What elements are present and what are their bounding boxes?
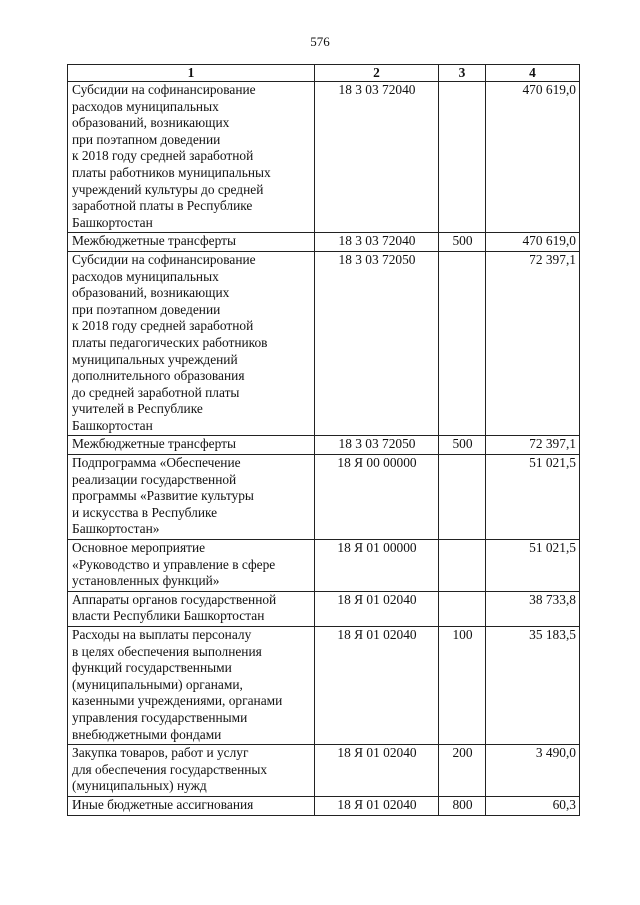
row-name: Межбюджетные трансферты <box>68 436 315 455</box>
row-name: Субсидии на софинансирование расходов муниципальных образований, возникающих при поэтапном доведении к 2018 году средней заработной платы педагогических работников муниципальных учреждений дополнительного образования до средней заработной платы учителей в Республике Башкортостан <box>68 251 315 436</box>
table-row <box>68 82 580 233</box>
table-row <box>68 233 580 252</box>
column-header-3: 3 <box>439 65 486 82</box>
column-header-4: 4 <box>486 65 580 82</box>
row-code: 18 3 03 72050 <box>315 436 439 455</box>
row-amount: 35 183,5 <box>486 627 580 745</box>
row-code: 18 Я 01 02040 <box>315 627 439 745</box>
table-row <box>68 796 580 815</box>
row-code: 18 3 03 72050 <box>315 251 439 436</box>
table-row <box>68 455 580 540</box>
budget-table <box>67 64 580 816</box>
table-row <box>68 251 580 436</box>
row-name: Иные бюджетные ассигнования <box>68 796 315 815</box>
table-row <box>68 591 580 626</box>
row-name: Закупка товаров, работ и услуг для обеспечения государственных (муниципальных) нужд <box>68 745 315 797</box>
row-code: 18 Я 01 02040 <box>315 591 439 626</box>
table-row <box>68 436 580 455</box>
table-row <box>68 627 580 745</box>
row-expense-type <box>439 455 486 540</box>
row-code: 18 Я 00 00000 <box>315 455 439 540</box>
row-name: Межбюджетные трансферты <box>68 233 315 252</box>
row-expense-type: 100 <box>439 627 486 745</box>
row-amount: 72 397,1 <box>486 251 580 436</box>
row-expense-type: 800 <box>439 796 486 815</box>
row-amount: 51 021,5 <box>486 540 580 592</box>
row-code: 18 Я 01 02040 <box>315 745 439 797</box>
row-expense-type: 500 <box>439 436 486 455</box>
row-name: Основное мероприятие «Руководство и управление в сфере установленных функций» <box>68 540 315 592</box>
column-header-1: 1 <box>68 65 315 82</box>
table-row <box>68 745 580 797</box>
row-code: 18 3 03 72040 <box>315 233 439 252</box>
row-name: Подпрограмма «Обеспечение реализации государственной программы «Развитие культуры и искусства в Республике Башкортостан» <box>68 455 315 540</box>
row-expense-type <box>439 591 486 626</box>
row-expense-type: 500 <box>439 233 486 252</box>
row-amount: 72 397,1 <box>486 436 580 455</box>
table-row <box>68 540 580 592</box>
row-amount: 3 490,0 <box>486 745 580 797</box>
page-number: 576 <box>310 34 330 49</box>
row-expense-type: 200 <box>439 745 486 797</box>
row-name: Расходы на выплаты персоналу в целях обеспечения выполнения функций государственными (муниципальными) органами, казенными учреждениями, органами управления государственными внебюджетными фондами <box>68 627 315 745</box>
row-amount: 38 733,8 <box>486 591 580 626</box>
table-header-row <box>68 65 580 82</box>
row-amount: 470 619,0 <box>486 82 580 233</box>
row-expense-type <box>439 82 486 233</box>
row-name: Субсидии на софинансирование расходов муниципальных образований, возникающих при поэтапном доведении к 2018 году средней заработной платы работников муниципальных учреждений культуры до средней заработной платы в Республике Башкортостан <box>68 82 315 233</box>
row-amount: 60,3 <box>486 796 580 815</box>
column-header-2: 2 <box>315 65 439 82</box>
row-code: 18 3 03 72040 <box>315 82 439 233</box>
row-code: 18 Я 01 02040 <box>315 796 439 815</box>
row-expense-type <box>439 251 486 436</box>
row-name: Аппараты органов государственной власти Республики Башкортостан <box>68 591 315 626</box>
row-code: 18 Я 01 00000 <box>315 540 439 592</box>
row-expense-type <box>439 540 486 592</box>
row-amount: 51 021,5 <box>486 455 580 540</box>
row-amount: 470 619,0 <box>486 233 580 252</box>
